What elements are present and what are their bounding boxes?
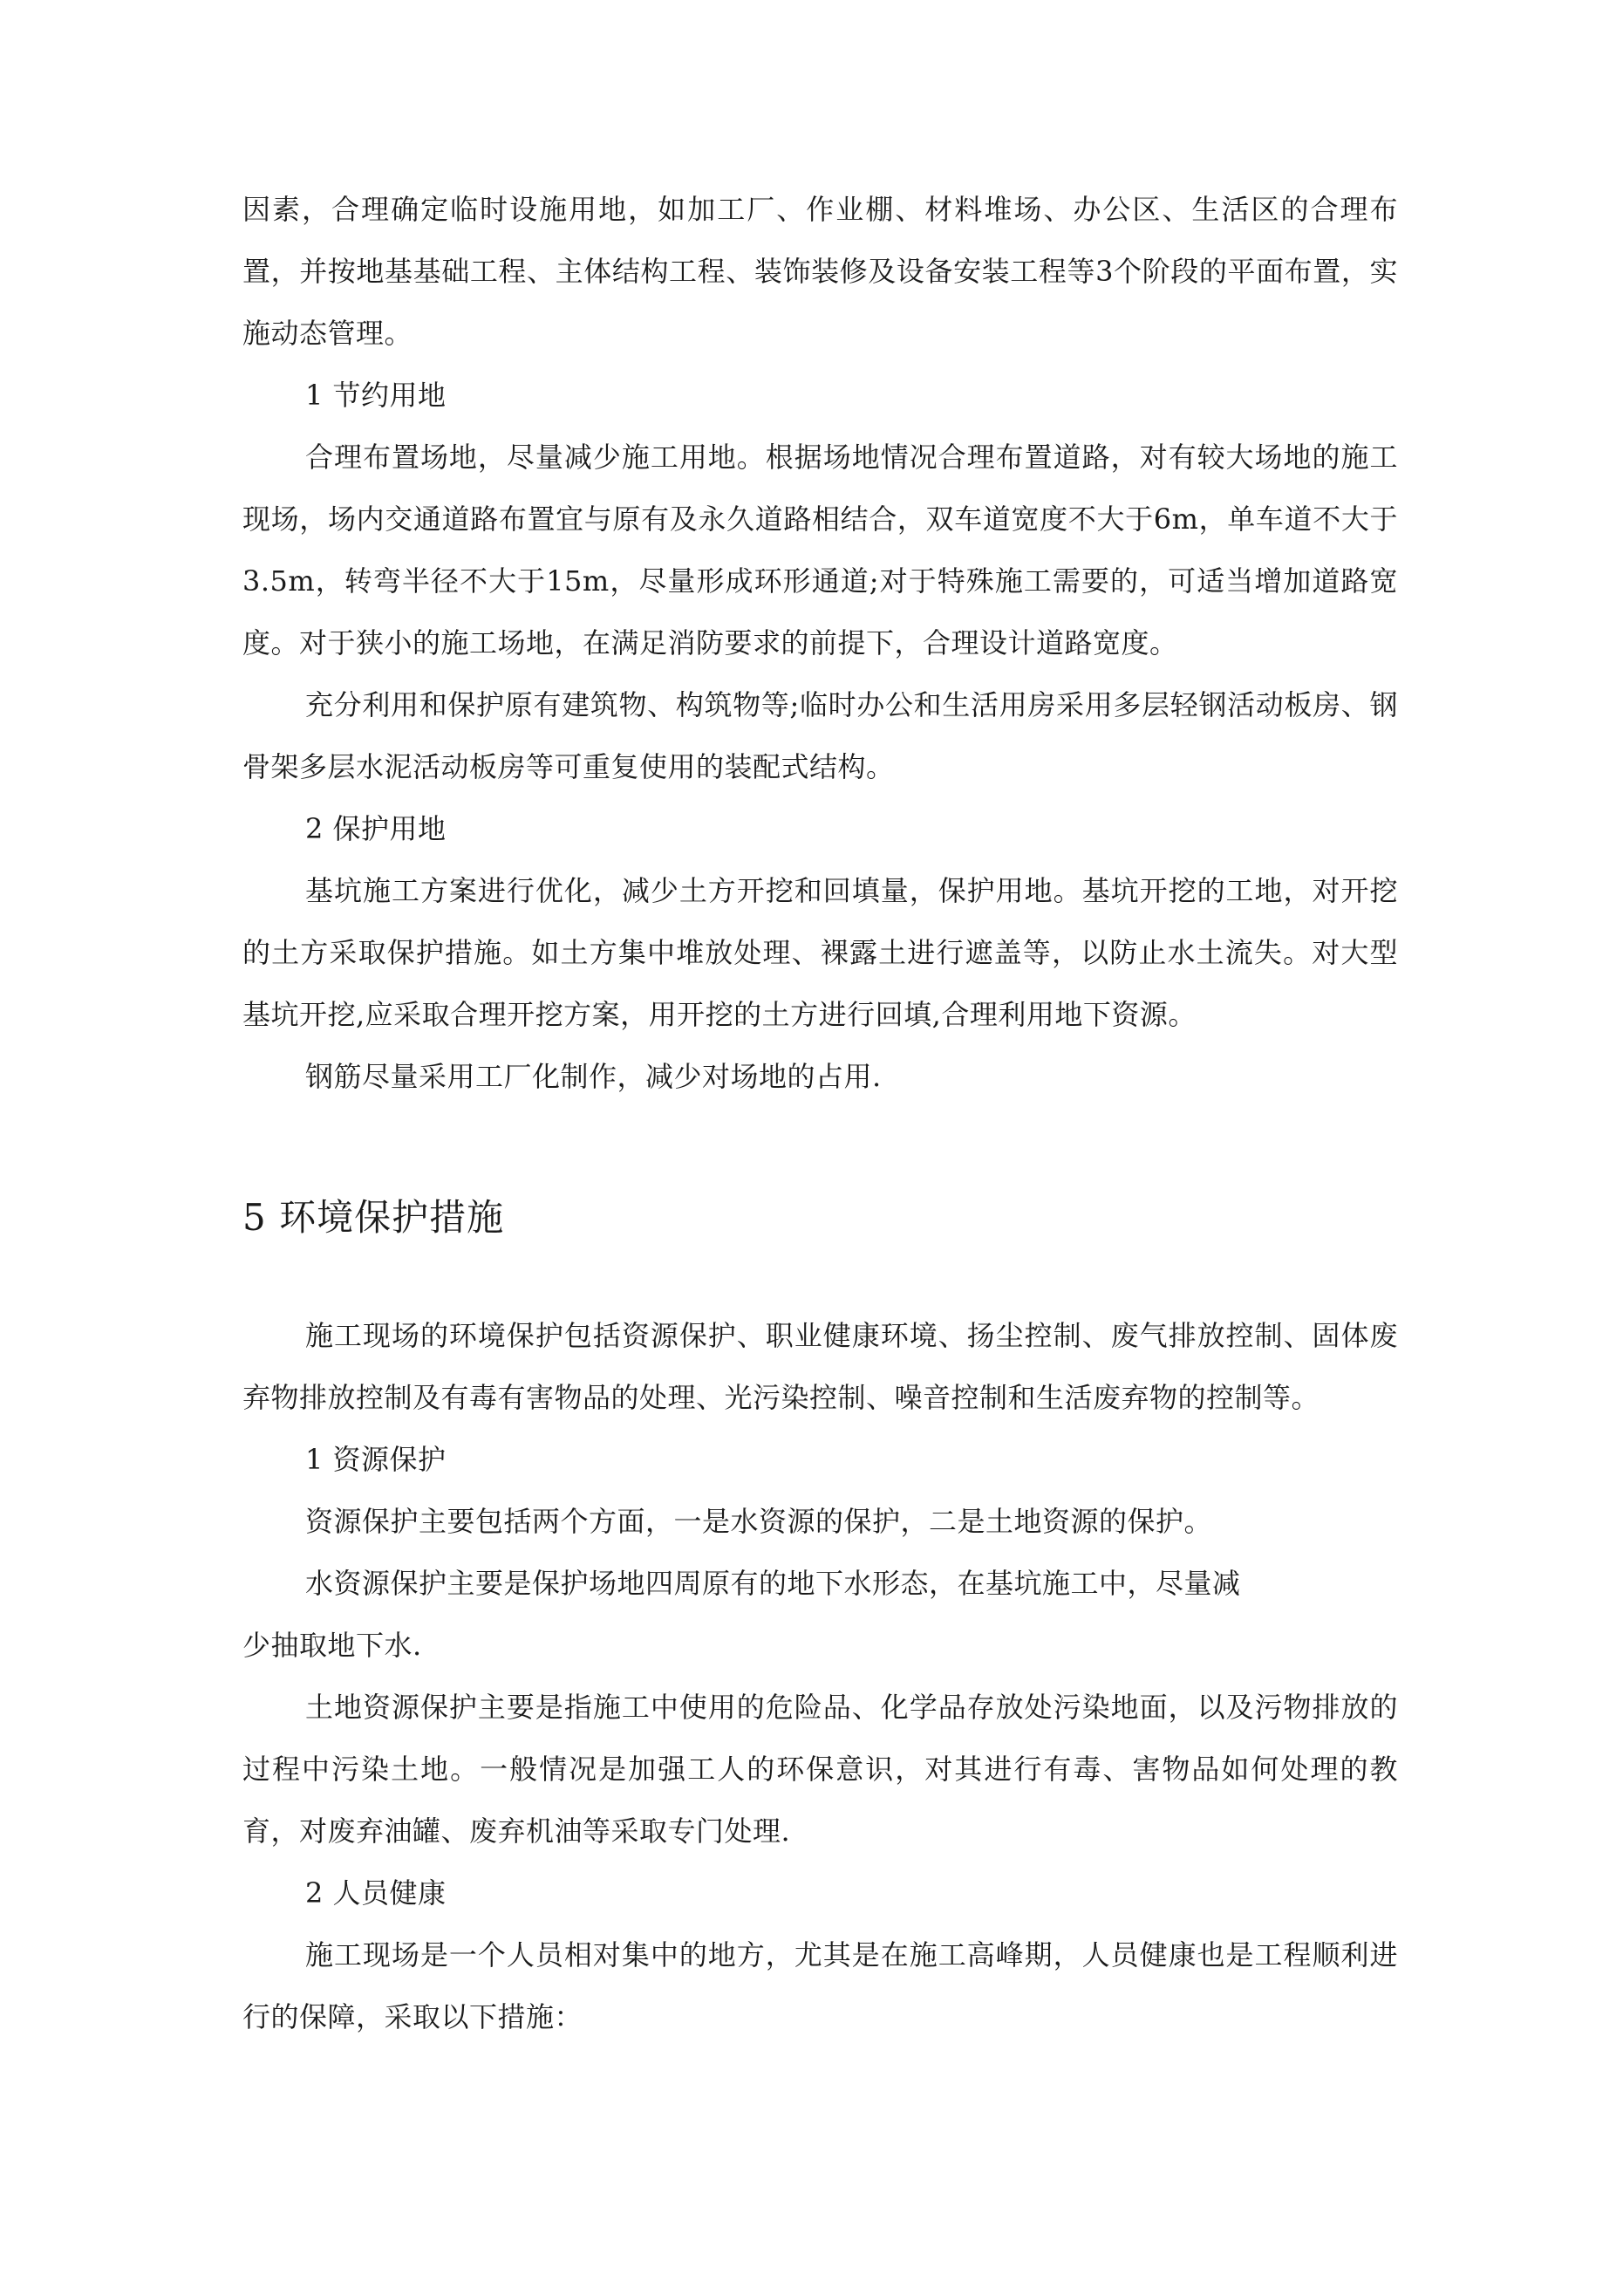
paragraph-water-resource-line1: 水资源保护主要是保护场地四周原有的地下水形态，在基坑施工中，尽量减 bbox=[305, 1567, 1241, 1600]
paragraph-personnel-health: 施工现场是一个人员相对集中的地方，尤其是在施工高峰期，人员健康也是工程顺利进行的保障，采取以下措施： bbox=[242, 1938, 1398, 2033]
paragraph-environment-overview: 施工现场的环境保护包括资源保护、职业健康环境、扬尘控制、废气排放控制、固体废弃物排放控制及有毒有害物品的处理、光污染控制、噪音控制和生活废弃物的控制等。 bbox=[242, 1319, 1398, 1414]
document-body bbox=[242, 179, 1398, 2048]
paragraph-existing-buildings: 充分利用和保护原有建筑物、构筑物等;临时办公和生活用房采用多层轻钢活动板房、钢骨架多层水泥活动板房等可重复使用的装配式结构。 bbox=[242, 688, 1398, 783]
paragraph-site-layout: 合理布置场地，尽量减少施工用地。根据场地情况合理布置道路，对有较大场地的施工现场，场内交通道路布置宜与原有及永久道路相结合，双车道宽度不大于6m，单车道不大于3.5m，转弯半径不大于15m，尽量形成环形通道;对于特殊施工需要的，可适当增加道路宽度。对于狭小的施工场地，在满足消防要求的前提下，合理设计道路宽度。 bbox=[242, 441, 1398, 659]
paragraph-rebar: 钢筋尽量采用工厂化制作，减少对场地的占用. bbox=[305, 1060, 882, 1093]
paragraph-land-resource: 土地资源保护主要是指施工中使用的危险品、化学品存放处污染地面，以及污物排放的过程中污染土地。一般情况是加强工人的环保意识，对其进行有毒、害物品如何处理的教育，对废弃油罐、废弃机油等采取专门处理. bbox=[242, 1691, 1398, 1848]
intro-paragraph: 因素，合理确定临时设施用地，如加工厂、作业棚、材料堆场、办公区、生活区的合理布置，并按地基基础工程、主体结构工程、装饰装修及设备安装工程等3个阶段的平面布置，实施动态管理。 bbox=[242, 193, 1398, 350]
section-heading-environmental-protection: 5 环境保护措施 bbox=[242, 1196, 505, 1239]
subheading-land-saving: 1 节约用地 bbox=[305, 379, 447, 412]
paragraph-water-resource-line2: 少抽取地下水. bbox=[242, 1629, 422, 1662]
paragraph-foundation-pit: 基坑施工方案进行优化，减少土方开挖和回填量，保护用地。基坑开挖的工地，对开挖的土方采取保护措施。如土方集中堆放处理、裸露土进行遮盖等，以防止水土流失。对大型基坑开挖,应采取合理开挖方案，用开挖的土方进行回填,合理利用地下资源。 bbox=[242, 874, 1398, 1031]
paragraph-resource-two-aspects: 资源保护主要包括两个方面，一是水资源的保护，二是土地资源的保护。 bbox=[305, 1505, 1213, 1538]
subheading-land-protection: 2 保护用地 bbox=[305, 812, 447, 845]
subheading-personnel-health: 2 人员健康 bbox=[305, 1876, 447, 1910]
subheading-resource-protection: 1 资源保护 bbox=[305, 1443, 447, 1476]
